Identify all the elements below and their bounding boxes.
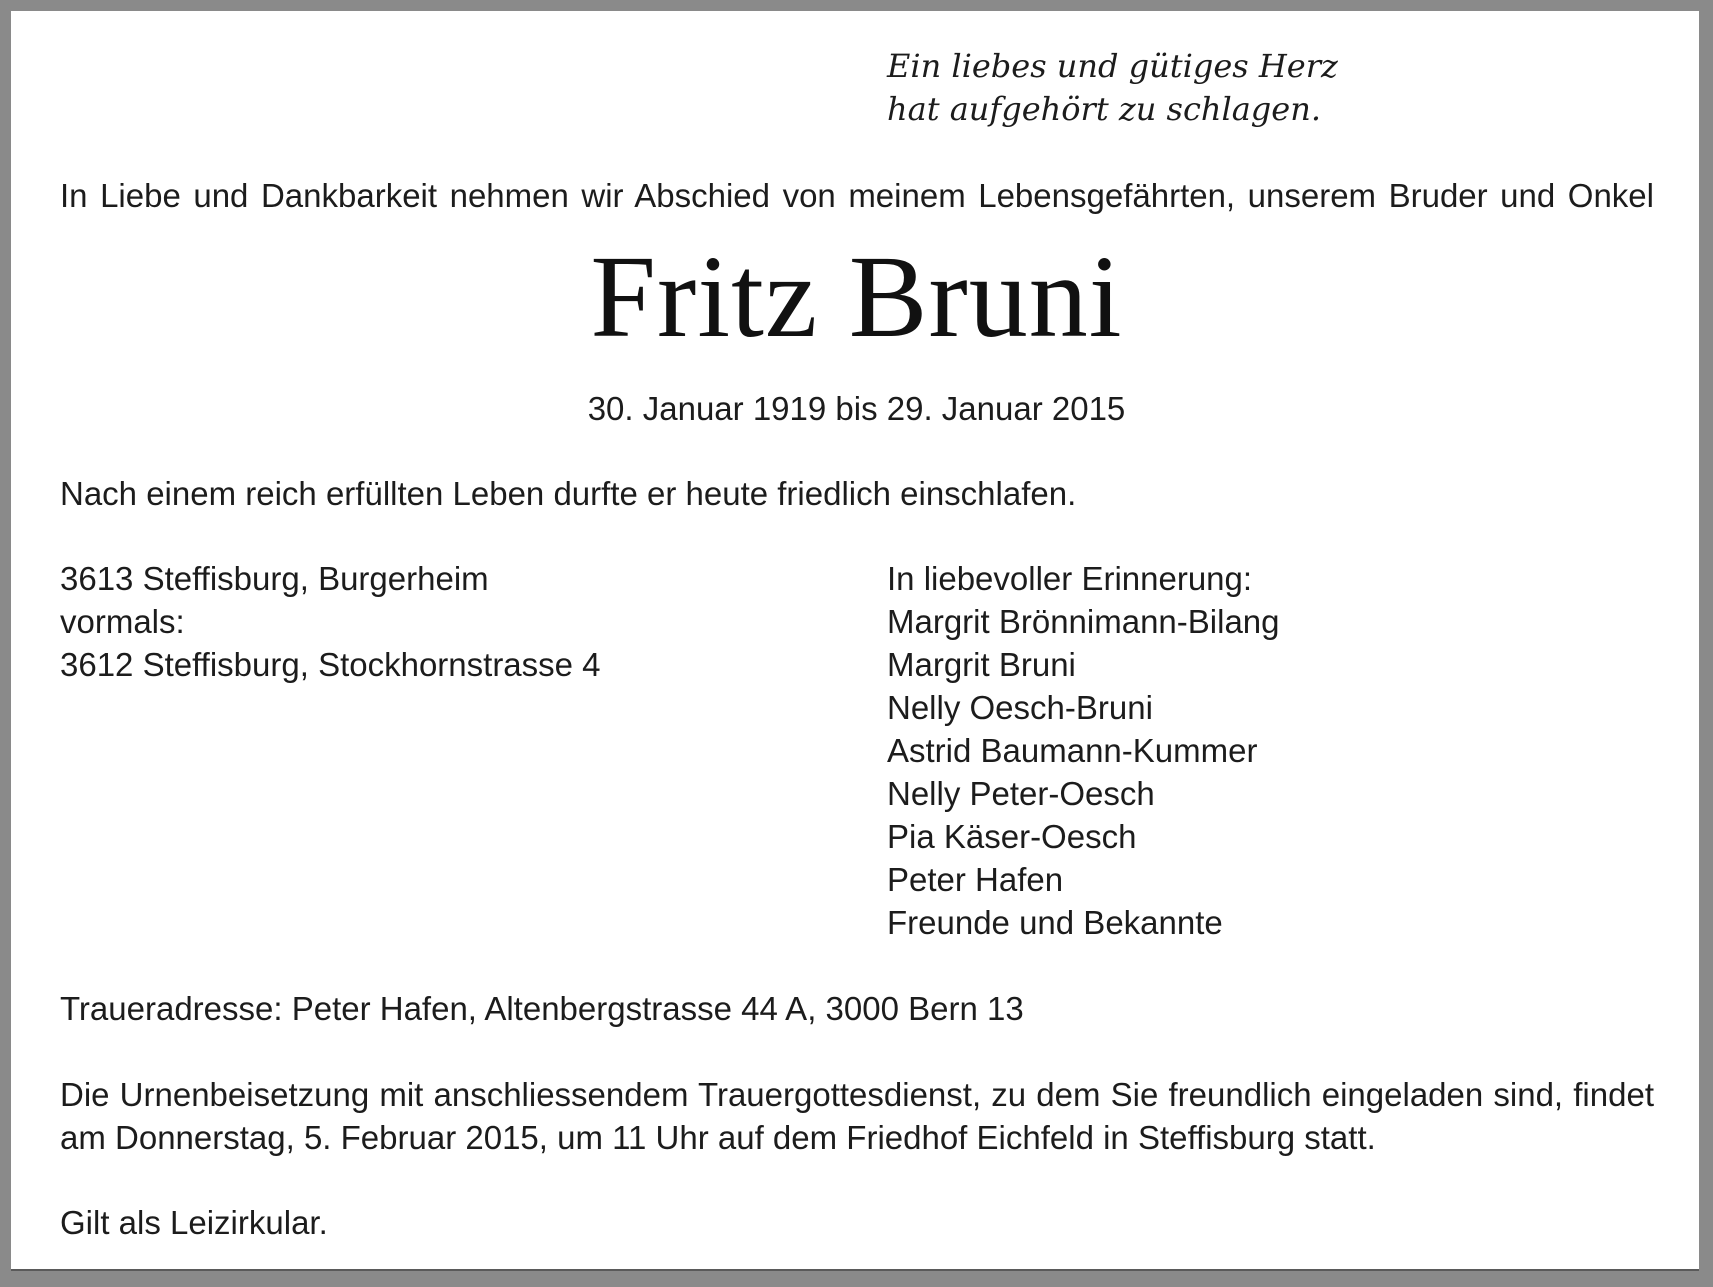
motto-line-1: Ein liebes und gütiges Herz — [887, 47, 1338, 85]
mourner-name: Astrid Baumann-Kummer — [887, 732, 1258, 769]
bottom-rule — [11, 1269, 1699, 1271]
mourner-name: Nelly Peter-Oesch — [887, 775, 1155, 812]
residence-line-3: 3612 Steffisburg, Stockhornstrasse 4 — [60, 646, 601, 683]
life-dates: 30. Januar 1919 bis 29. Januar 2015 — [587, 390, 1126, 427]
deceased-name: Fritz Bruni — [590, 231, 1123, 362]
service-line-2: am Donnerstag, 5. Februar 2015, um 11 Uhr auf dem Friedhof Eichfeld in Steffisburg statt. — [60, 1119, 1376, 1156]
mourner-name: Margrit Bruni — [887, 646, 1076, 683]
mourner-name: Margrit Brönnimann-Bilang — [887, 603, 1280, 640]
residence-line-1: 3613 Steffisburg, Burgerheim — [60, 560, 489, 597]
mourner-name: Freunde und Bekannte — [887, 904, 1223, 941]
intro-text: In Liebe und Dankbarkeit nehmen wir Abschied von meinem Lebensgefährten, unserem Bruder und Onkel — [60, 177, 1654, 214]
mourners-heading: In liebevoller Erinnerung: — [887, 560, 1253, 597]
residence-line-2: vormals: — [60, 603, 185, 640]
farewell-sentence: Nach einem reich erfüllten Leben durfte er heute friedlich einschlafen. — [60, 475, 1077, 512]
residence-block — [60, 557, 601, 686]
mourners-block — [887, 557, 1280, 944]
mourner-name: Peter Hafen — [887, 861, 1064, 898]
mourner-name: Nelly Oesch-Bruni — [887, 689, 1153, 726]
mourning-address: Traueradresse: Peter Hafen, Altenbergstrasse 44 A, 3000 Bern 13 — [60, 990, 1024, 1027]
service-line-1: Die Urnenbeisetzung mit anschliessendem Trauergottesdienst, zu dem Sie freundlich eingeladen sind, findet — [60, 1076, 1654, 1113]
motto-line-2: hat aufgehört zu schlagen. — [887, 90, 1321, 128]
motto — [887, 44, 1338, 130]
circular-note: Gilt als Leizirkular. — [60, 1204, 328, 1241]
service-details — [60, 1073, 1654, 1159]
mourner-name: Pia Käser-Oesch — [887, 818, 1137, 855]
